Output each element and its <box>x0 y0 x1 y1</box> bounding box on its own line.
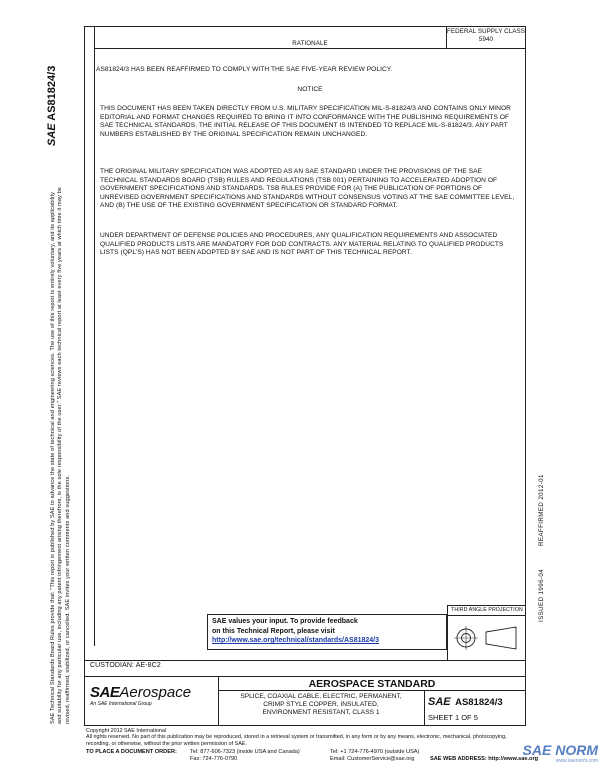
description-line-2: CRIMP STYLE COPPER, INSULATED, <box>263 701 379 708</box>
disclaimer-text: SAE Technical Standards Board Rules provide that: "This report is published by SAE to advance the state of technical and engineering sciences. The use of this report is entirely voluntary, and its applicability and suitability for any particular use, including any patent infringement arising therefrom, is the sole responsibility of the user." SAE reviews each technical report at least every five years at which time it may be revised, reaffirmed, stabilized, or cancelled. SAE invites your written comments and suggestions. <box>50 186 71 724</box>
feedback-line-1: SAE values your input. To provide feedback <box>212 618 358 625</box>
watermark-sub: www.saenorm.com <box>555 758 598 764</box>
fsc-number: 5940 <box>478 36 494 43</box>
footer-email: Email: CustomerService@sae.org <box>330 756 415 762</box>
footer-fax: Fax: 724-776-0790 <box>190 756 238 762</box>
sae-aerospace-logo <box>90 684 214 707</box>
reaffirmed-date: REAFFIRMED 2012-01 <box>538 474 545 546</box>
projection-box <box>447 605 526 660</box>
title-row-divider <box>218 690 526 691</box>
footer-tel-intl: Tel: +1 724-776-4970 (outside USA) <box>330 749 420 755</box>
description-block <box>219 693 423 717</box>
description-line-3: ENVIRONMENT RESISTANT, CLASS 1 <box>262 709 380 716</box>
rationale-text: AS81824/3 HAS BEEN REAFFIRMED TO COMPLY WITH THE SAE FIVE-YEAR REVIEW POLICY. <box>96 66 393 73</box>
left-strip-divider <box>94 26 95 646</box>
fsc-label: FEDERAL SUPPLY CLASS <box>447 28 525 35</box>
title-block-top-line <box>84 676 526 677</box>
footer-web[interactable]: SAE WEB ADDRESS: http://www.sae.org <box>430 756 539 762</box>
watermark-logo <box>486 742 598 764</box>
side-doc-number: SAE AS81824/3 <box>46 65 58 146</box>
notice-paragraph-2: THE ORIGINAL MILITARY SPECIFICATION WAS ADOPTED AS AN SAE STANDARD UNDER THE PROVISIONS OF THE SAE TECHNICAL STANDARDS BOARD (TSB) RULES AND REGULATIONS (TSB 001) PERTAINING TO ACCELERATED ADOPTION OF GOVERNMENT SPECIFICATIONS AND STANDARDS. TSB RULES PROVIDE FOR (A) THE PUBLICATION OF PORTIONS OF UNREVISED GOVERNMENT SPECIFICATIONS AND STANDARDS WITHOUT CONSENSUS VOTING AT THE SAE COMMITTEE LEVEL, AND (B) THE USE OF THE EXISTING GOVERNMENT SPECIFICATION OR STANDARD FORMAT. <box>100 168 515 210</box>
sheet-number: SHEET 1 OF 5 <box>428 713 478 722</box>
feedback-box <box>207 614 447 650</box>
notice-title: NOTICE <box>297 86 323 93</box>
logo-aerospace-text: Aerospace <box>119 684 192 701</box>
notice-paragraph-3: UNDER DEPARTMENT OF DEFENSE POLICIES AND PROCEDURES, ANY QUALIFICATION REQUIREMENTS AND ASSOCIATED QUALIFIED PRODUCTS LISTS ARE MANDATORY FOR DOD CONTRACTS. ANY MATERIAL RELATING TO QUALIFIED PRODUCTS LISTS (QPL'S) HAS NOT BEEN ADOPTED BY SAE AND IS NOT PART OF THIS TECHNICAL REPORT. <box>100 232 504 257</box>
custodian-label: CUSTODIAN: AE-8C2 <box>90 662 161 669</box>
footer-tel-us: Tel: 877-606-7323 (inside USA and Canada) <box>190 749 300 755</box>
standard-title: AEROSPACE STANDARD <box>308 678 436 690</box>
footer-rights-2: recording, or otherwise, without the prior written permission of SAE. <box>86 740 247 747</box>
fsc-box <box>446 28 526 44</box>
feedback-line-2: on this Technical Report, please visit <box>212 627 335 635</box>
header-divider <box>94 48 526 49</box>
feedback-link[interactable]: http://www.sae.org/technical/standards/AS81824/3 <box>212 637 380 644</box>
doc-sae-logo: SAE <box>428 696 451 708</box>
footer-copyright: Copyright 2012 SAE International <box>86 728 167 734</box>
logo-subtitle: An SAE International Group <box>90 701 152 707</box>
rationale-title: RATIONALE <box>292 40 328 47</box>
issued-date: ISSUED 1996-04 <box>538 568 545 622</box>
doc-number: AS81824/3 <box>455 697 503 708</box>
doc-number-block <box>428 692 524 722</box>
projection-symbol-icon <box>448 616 526 660</box>
footer-order-label: TO PLACE A DOCUMENT ORDER: <box>86 749 177 755</box>
logo-sae-text: SAE <box>90 684 120 701</box>
notice-paragraph-1: THIS DOCUMENT HAS BEEN TAKEN DIRECTLY FROM U.S. MILITARY SPECIFICATION MIL-S-81824/3 AND CONTAINS ONLY MINOR EDITORIAL AND FORMAT CHANGES REQUIRED TO BRING IT INTO CONFORMANCE WITH THE PUBLISHING REQUIREMENTS OF SAE TECHNICAL STANDARDS. THE INITIAL RELEASE OF THIS DOCUMENT IS INTENDED TO REPLACE MIL-S-81824/3. ANY PART NUMBERS ESTABLISHED BY THE ORIGINAL SPECIFICATION REMAIN UNCHANGED. <box>100 105 511 138</box>
docnum-divider <box>424 690 425 726</box>
projection-title: THIRD ANGLE PROJECTION <box>448 606 526 616</box>
footer-rights-1: All rights reserved. No part of this publication may be reproduced, stored in a retrieval system or transmitted, in any form or by any means, electronic, mechanical, photocopying, <box>86 734 507 741</box>
side-sae-logo: SAE <box>46 123 58 146</box>
custodian-top-line <box>84 660 526 661</box>
description-line-1: SPLICE, COAXIAL CABLE, ELECTRIC, PERMANENT, <box>240 693 402 700</box>
watermark-brand: SAE NORM <box>522 742 598 758</box>
